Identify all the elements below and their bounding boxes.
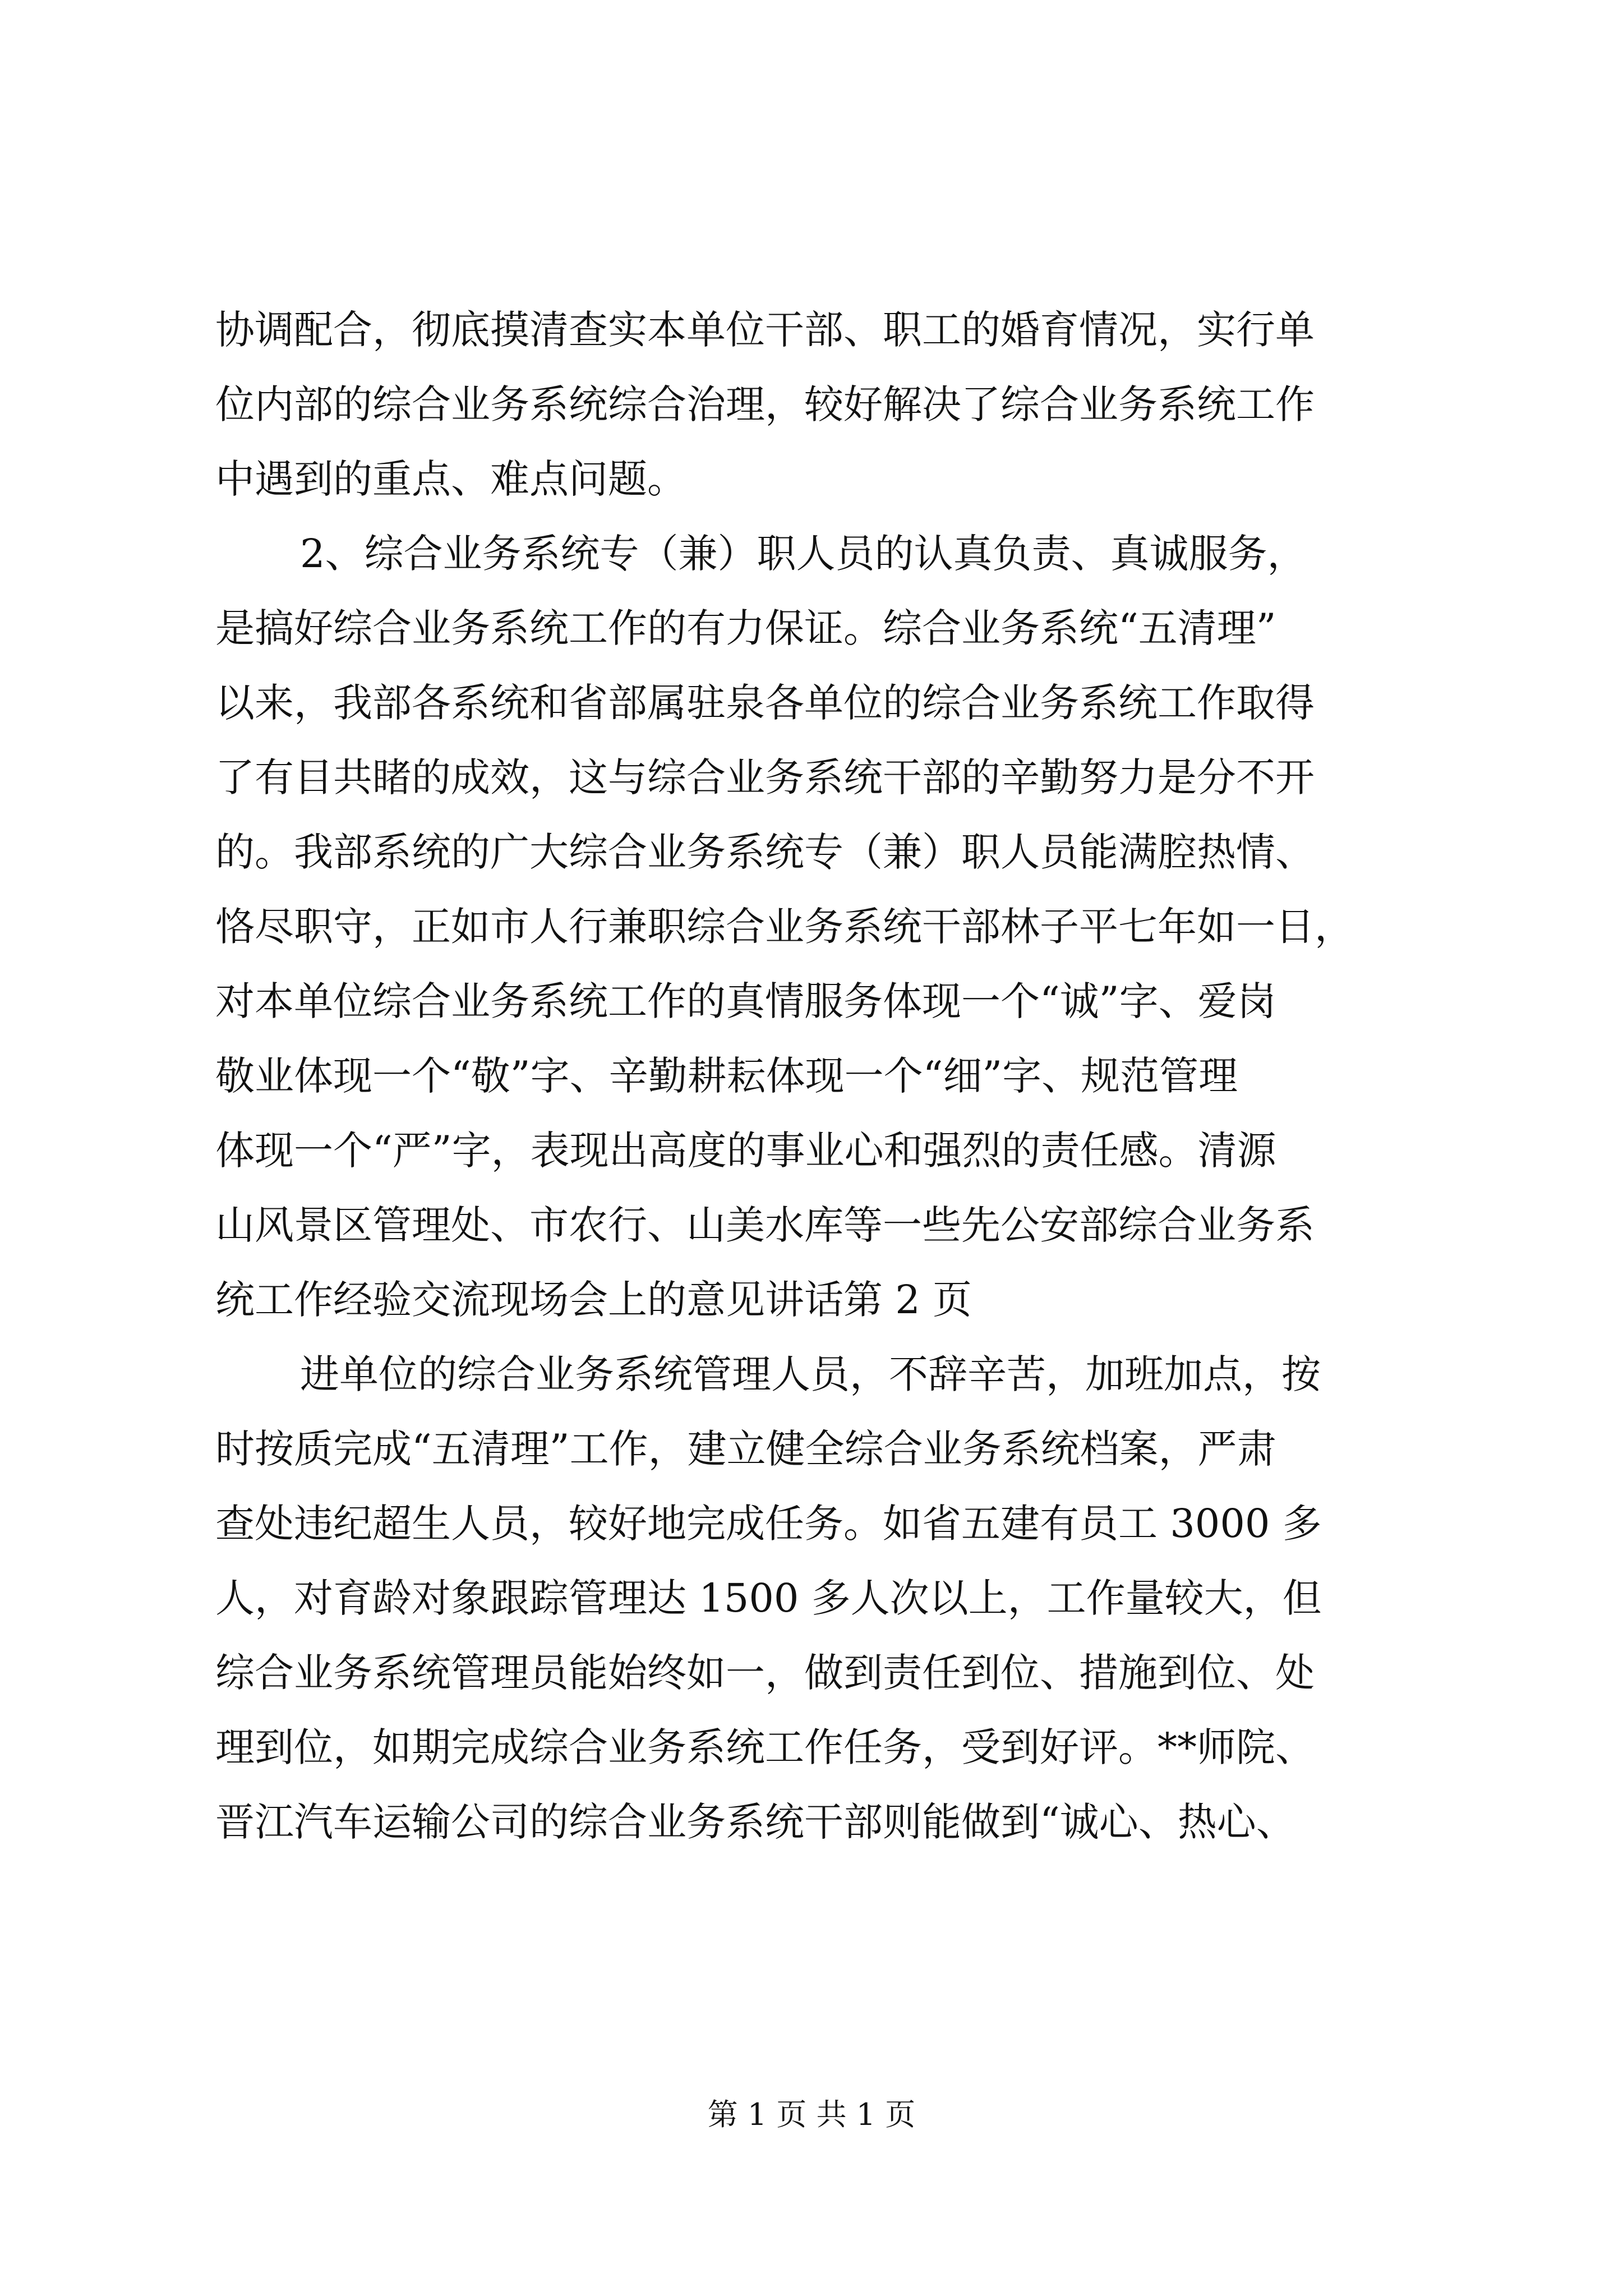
text-line: 人，对育龄对象跟踪管理达 1500 多人次以上，工作量较大，但 <box>215 1575 1322 1621</box>
text-line: 综合业务系统管理员能始终如一，做到责任到位、措施到位、处 <box>215 1650 1315 1696</box>
text-line: 的。我部系统的广大综合业务系统专（兼）职人员能满腔热情、 <box>215 829 1315 875</box>
text-line: 了有目共睹的成效，这与综合业务系统干部的辛勤努力是分不开 <box>215 754 1315 800</box>
text-line: 体现一个“严”字，表现出高度的事业心和强烈的责任感。清源 <box>215 1128 1276 1174</box>
text-line: 理到位，如期完成综合业务系统工作任务，受到好评。**师院、 <box>215 1724 1315 1770</box>
text-line: 以来，我部各系统和省部属驻泉各单位的综合业务系统工作取得 <box>215 680 1315 726</box>
text-line: 协调配合，彻底摸清查实本单位干部、职工的婚育情况，实行单 <box>215 307 1315 353</box>
text-line: 对本单位综合业务系统工作的真情服务体现一个“诚”字、爱岗 <box>215 978 1276 1024</box>
text-line: 是搞好综合业务系统工作的有力保证。综合业务系统“五清理” <box>215 605 1276 651</box>
text-line: 晋江汽车运输公司的综合业务系统干部则能做到“诚心、热心、 <box>215 1799 1295 1845</box>
text-line: 统工作经验交流现场会上的意见讲话第 2 页 <box>215 1277 972 1323</box>
paragraph-start-line: 2、综合业务系统专（兼）职人员的认真负责、真诚服务， <box>300 531 1307 577</box>
text-line: 位内部的综合业务系统综合治理，较好解决了综合业务系统工作 <box>215 381 1315 427</box>
text-line: 中遇到的重点、难点问题。 <box>215 456 686 502</box>
page-footer: 第 1 页 共 1 页 <box>707 2097 916 2132</box>
text-line: 时按质完成“五清理”工作，建立健全综合业务系统档案，严肃 <box>215 1426 1276 1472</box>
text-line: 恪尽职守，正如市人行兼职综合业务系统干部林子平七年如一日， <box>215 904 1354 950</box>
text-line: 查处违纪超生人员，较好地完成任务。如省五建有员工 3000 多 <box>215 1501 1322 1547</box>
text-line: 山风景区管理处、市农行、山美水库等一些先公安部综合业务系 <box>215 1202 1315 1248</box>
text-line: 敬业体现一个“敬”字、辛勤耕耘体现一个“细”字、规范管理 <box>215 1053 1238 1099</box>
paragraph-start-line: 进单位的综合业务系统管理人员，不辞辛苦，加班加点，按 <box>300 1351 1321 1397</box>
